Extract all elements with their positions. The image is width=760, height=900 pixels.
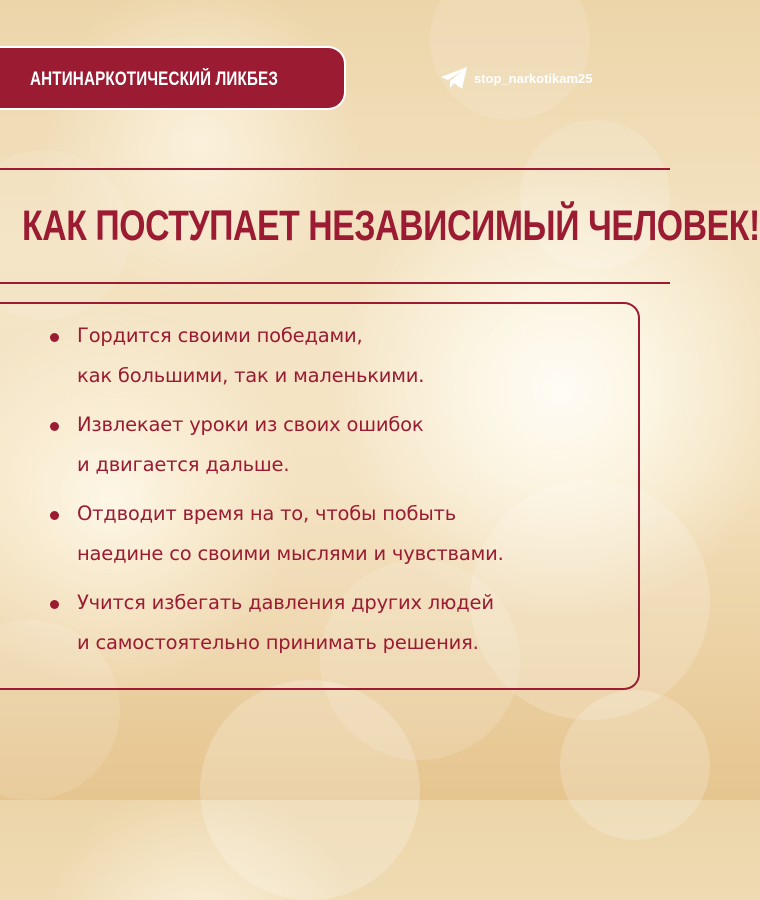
bokeh-circle [430, 0, 590, 120]
telegram-handle: stop_narkotikam25 [474, 70, 593, 86]
tips-panel [0, 302, 640, 690]
list-item-line: и двигается дальше. [77, 453, 290, 476]
bokeh-circle [200, 680, 420, 900]
title-divider-bottom [0, 282, 670, 284]
list-item-line: как большими, так и маленькими. [77, 364, 425, 387]
title-divider-top [0, 168, 670, 170]
list-item-line: Учится избегать давления других людей [77, 591, 494, 614]
series-badge [0, 46, 346, 110]
bullet-dot [50, 600, 59, 609]
bokeh-circle [560, 690, 710, 840]
bullet-dot [50, 333, 59, 342]
bullet-dot [50, 511, 59, 520]
page-title: КАК ПОСТУПАЕТ НЕЗАВИСИМЫЙ ЧЕЛОВЕК! [22, 202, 760, 250]
list-item-line: Гордится своими победами, [77, 324, 363, 347]
list-item-line: Отдводит время на то, чтобы побыть [77, 502, 457, 525]
list-item-line: и самостоятельно принимать решения. [77, 631, 479, 654]
list-item-line: Извлекает уроки из своих ошибок [77, 413, 424, 436]
telegram-channel[interactable] [440, 66, 593, 90]
series-badge-label: АНТИНАРКОТИЧЕСКИЙ ЛИКБЕЗ [30, 69, 279, 90]
bullet-dot [50, 422, 59, 431]
list-item-line: наедине со своими мыслями и чувствами. [77, 542, 504, 565]
paper-plane-icon [440, 66, 468, 90]
